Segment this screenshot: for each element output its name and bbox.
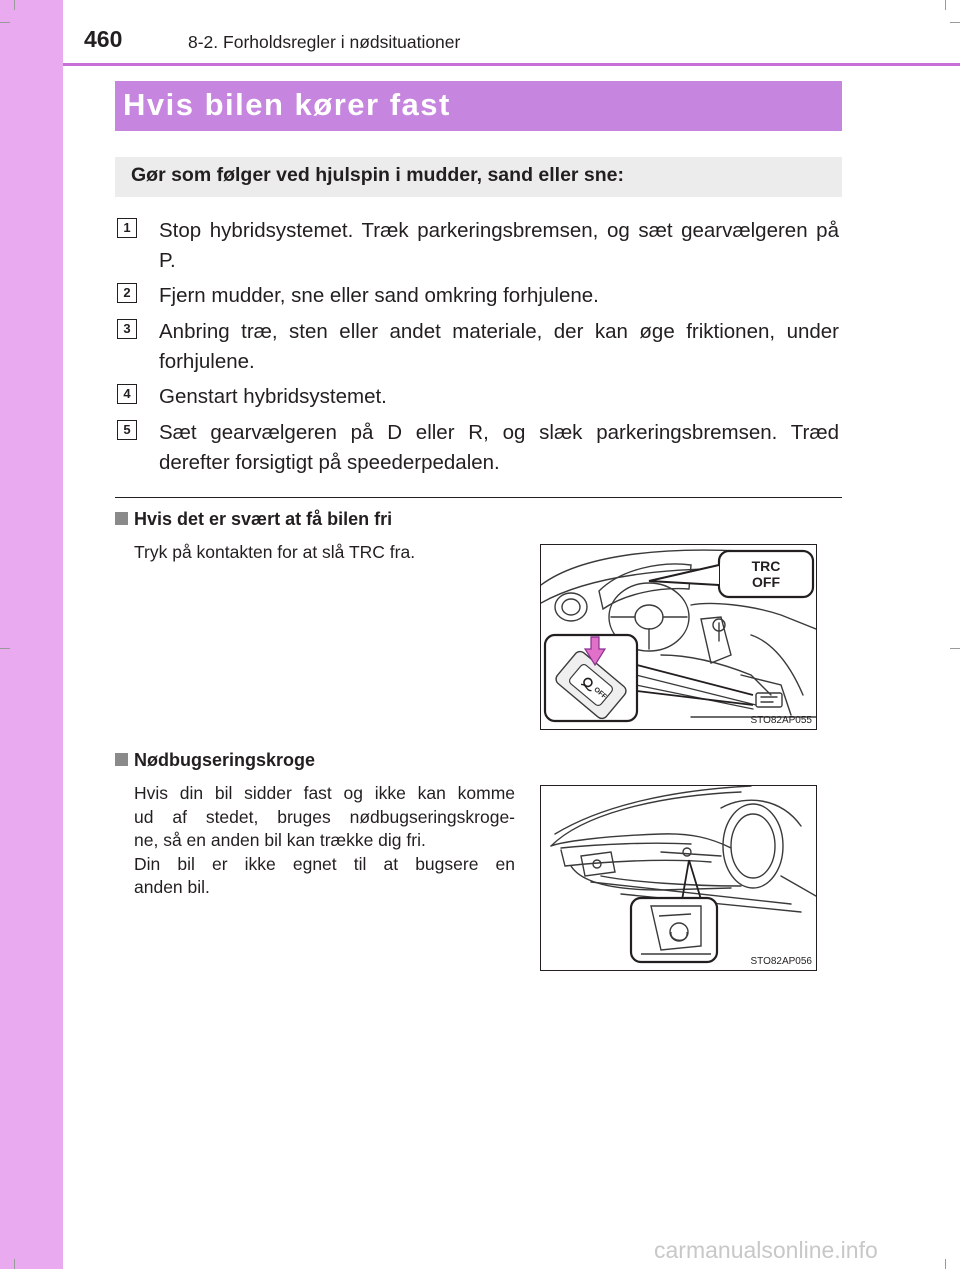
intro-box: Gør som følger ved hjulspin i mudder, sand eller sne: (115, 157, 842, 197)
trc-callout-label-1: TRC (751, 558, 781, 574)
side-color-band (0, 0, 63, 1269)
towing-hook-figure (540, 785, 817, 971)
crop-mark (0, 22, 10, 23)
body-line: Din bil er ikke egnet til at bugsere en (134, 853, 515, 874)
step-text: Fjern mudder, sne eller sand omkring forhjulene. (159, 284, 599, 307)
crop-mark (950, 648, 960, 649)
step-number: 5 (117, 420, 137, 440)
step-item (117, 317, 839, 377)
page-title: Hvis bilen kører fast (115, 81, 842, 131)
step-item (117, 281, 839, 311)
step-item (117, 418, 839, 478)
step-text: Genstart hybridsystemet. (159, 385, 387, 408)
section-reference: 8-2. Forholdsregler i nødsituationer (188, 32, 461, 52)
square-bullet-icon (115, 512, 128, 525)
crop-mark (14, 1259, 15, 1269)
crop-mark (0, 648, 10, 649)
subsection-heading (115, 508, 392, 530)
crop-mark (945, 0, 946, 10)
step-text: Sæt gearvælgeren på D eller R, og slæk parkeringsbremsen. Træd derefter forsigtigt på speederpedalen. (159, 421, 839, 474)
crop-mark (945, 1259, 946, 1269)
step-item (117, 216, 839, 276)
body-line: anden bil. (134, 877, 210, 897)
step-number: 4 (117, 384, 137, 404)
body-line: ud af stedet, bruges nødbugseringskroge- (134, 806, 515, 827)
crop-mark (950, 22, 960, 23)
step-text: Stop hybridsystemet. Træk parkeringsbremsen, og sæt gearvælgeren på P. (159, 219, 839, 272)
figure-code: STO82AP056 (750, 956, 812, 967)
subsection-heading-text: Nødbugseringskroge (134, 750, 316, 770)
step-item (117, 382, 839, 412)
subsection-body (134, 782, 515, 900)
step-number: 3 (117, 319, 137, 339)
crop-mark (14, 0, 15, 10)
step-text: Anbring træ, sten eller andet materiale, der kan øge friktionen, under forhjulene. (159, 320, 839, 373)
page-number: 460 (84, 26, 123, 52)
body-line: Hvis din bil sidder fast og ikke kan komme (134, 783, 515, 803)
header-rule (63, 63, 960, 66)
trc-off-figure (540, 544, 817, 730)
subsection-heading (115, 749, 315, 771)
square-bullet-icon (115, 753, 128, 766)
watermark: carmanualsonline.info (654, 1237, 878, 1263)
section-divider (115, 497, 842, 498)
car-underside-illustration (541, 786, 816, 970)
body-line: ne, så en anden bil kan trække dig fri. (134, 830, 426, 850)
subsection-heading-text: Hvis det er svært at få bilen fri (134, 509, 393, 529)
step-number: 2 (117, 283, 137, 303)
trc-callout-label-2: OFF (752, 574, 780, 590)
subsection-body: Tryk på kontakten for at slå TRC fra. (134, 542, 416, 562)
figure-code: STO82AP055 (750, 715, 812, 726)
step-number: 1 (117, 218, 137, 238)
switch-off-label: OFF (592, 686, 608, 701)
